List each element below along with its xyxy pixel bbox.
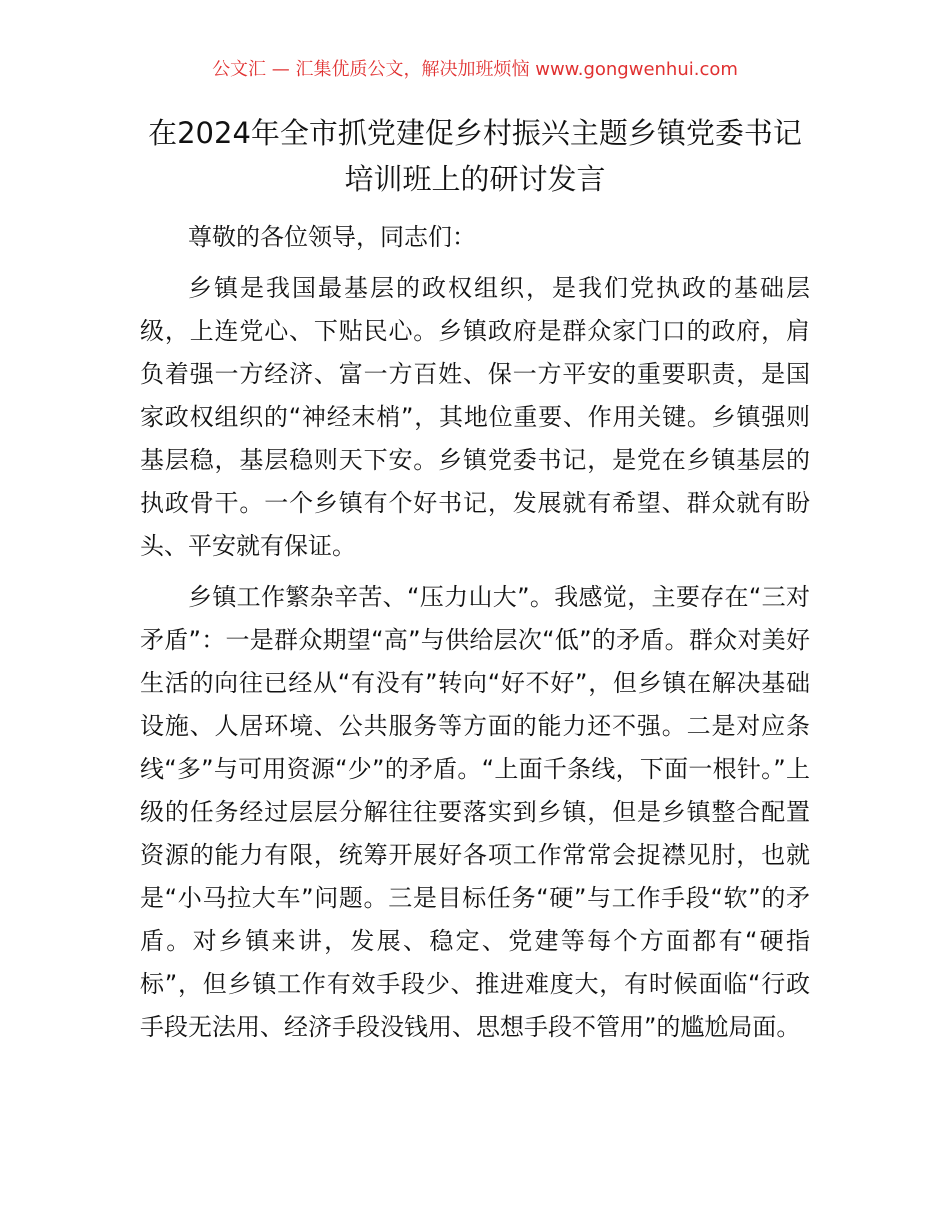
document-body (140, 216, 810, 1051)
paragraph-1: 乡镇是我国最基层的政权组织，是我们党执政的基础层级，上连党心、下贴民心。乡镇政府是群众家门口的政府，肩负着强一方经济、富一方百姓、保一方平安的重要职责，是国家政权组织的“神经末梢”，其地位重要、作用关键。乡镇强则基层稳，基层稳则天下安。乡镇党委书记，是党在乡镇基层的执政骨干。一个乡镇有个好书记，发展就有希望、群众就有盼头、平安就有保证。 (140, 274, 810, 560)
document-title: 在2024年全市抓党建促乡村振兴主题乡镇党委书记培训班上的研讨发言 (148, 116, 802, 196)
salutation: 尊敬的各位领导，同志们： (188, 223, 476, 251)
site-banner: 公文汇 — 汇集优质公文，解决加班烦恼 www.gongwenhui.com (212, 59, 738, 80)
paragraph-2: 乡镇工作繁杂辛苦、“压力山大”。我感觉，主要存在“三对矛盾”：一是群众期望“高”与供给层次“低”的矛盾。群众对美好生活的向往已经从“有没有”转向“好不好”，但乡镇在解决基础设施、人居环境、公共服务等方面的能力还不强。二是对应条线“多”与可用资源“少”的矛盾。“上面千条线，下面一根针。”上级的任务经过层层分解往往要落实到乡镇，但是乡镇整合配置资源的能力有限，统筹开展好各项工作常常会捉襟见肘，也就是“小马拉大车”问题。三是目标任务“硬”与工作手段“软”的矛盾。对乡镇来讲，发展、稳定、党建等每个方面都有“硬指标”，但乡镇工作有效手段少、推进难度大，有时候面临“行政手段无法用、经济手段没钱用、思想手段不管用”的尴尬局面。 (140, 583, 810, 1041)
